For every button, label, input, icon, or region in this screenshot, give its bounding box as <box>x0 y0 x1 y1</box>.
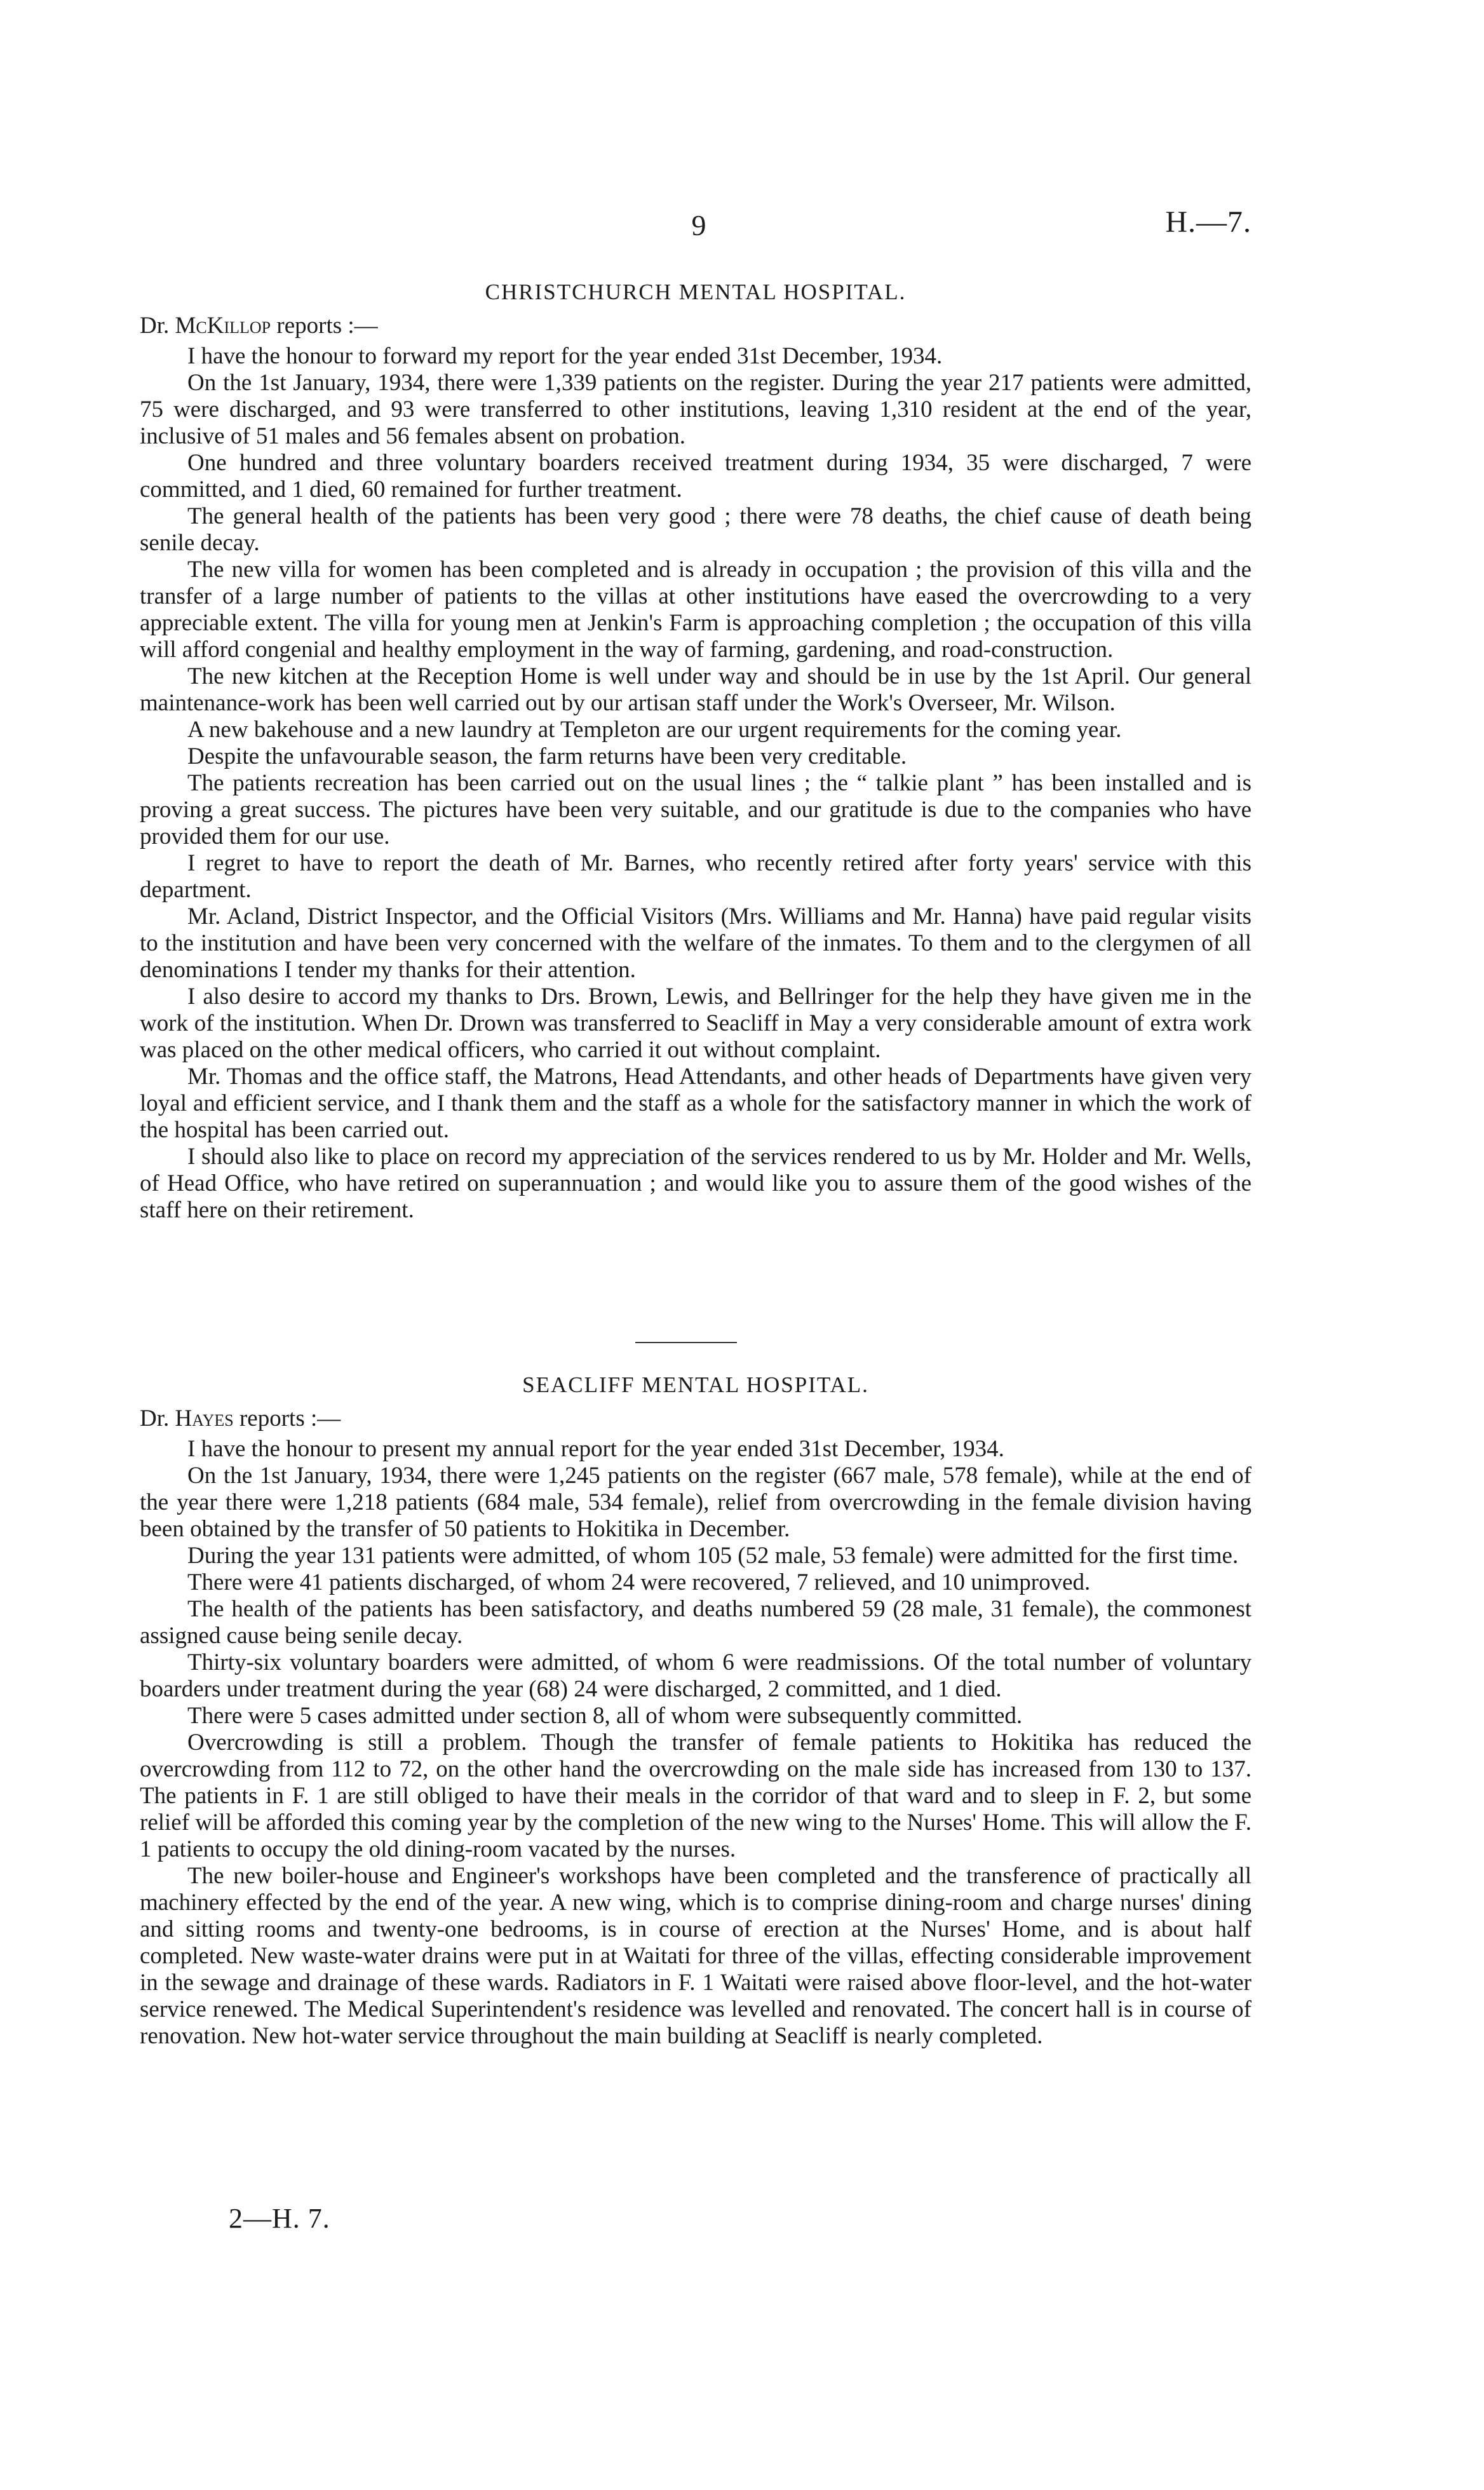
seacliff-paragraph: On the 1st January, 1934, there were 1,245 patients on the register (667 male, 578 female), while at the end of the year there were 1,218 patients (684 male, 534 female), relief from overcrowding in the female division having been obtained by the transfer of 50 patients to Hokitika in December. <box>140 1463 1251 1542</box>
christchurch-paragraph: The new villa for women has been completed and is already in occupation ; the provision of this villa and the transfer of a large number of patients to the villas at other institutions have eased the overcrowding to a very appreciable extent. The villa for young men at Jenkin's Farm is approaching completion ; the occupation of this villa will afford congenial and healthy employment in the way of farming, gardening, and road-construction. <box>140 557 1251 663</box>
reporter-suffix: reports :— <box>271 313 378 339</box>
seacliff-paragraph: I have the honour to present my annual report for the year ended 31st December, 1934. <box>187 1436 1004 1462</box>
seacliff-paragraph: There were 5 cases admitted under section 8, all of whom were subsequently committed. <box>187 1703 1023 1729</box>
christchurch-section <box>140 280 1251 1224</box>
seacliff-paragraph: There were 41 patients discharged, of whom 24 were recovered, 7 relieved, and 10 unimproved. <box>187 1569 1091 1595</box>
christchurch-paragraph: Mr. Thomas and the office staff, the Matrons, Head Attendants, and other heads of Departments have given very loyal and efficient service, and I thank them and the staff as a whole for the satisfactory manner in which the work of the hospital has been carried out. <box>140 1064 1251 1143</box>
seacliff-paragraph: The health of the patients has been satisfactory, and deaths numbered 59 (28 male, 31 female), the commonest assigned cause being senile decay. <box>140 1596 1251 1649</box>
document-reference: H.—7. <box>1165 205 1251 239</box>
christchurch-paragraph: Despite the unfavourable season, the farm returns have been very creditable. <box>187 743 907 769</box>
reporter-prefix: Dr. <box>140 313 175 339</box>
page-number: 9 <box>691 209 706 241</box>
christchurch-paragraph: On the 1st January, 1934, there were 1,339 patients on the register. During the year 217 patients were admitted, 75 were discharged, and 93 were transferred to other institutions, leaving 1,310 resident at the end of the year, inclusive of 51 males and 56 females absent on probation. <box>140 370 1251 449</box>
christchurch-paragraph: I regret to have to report the death of Mr. Barnes, who recently retired after forty years' service with this department. <box>140 850 1251 903</box>
reporter-name: McKillop <box>175 313 271 339</box>
seacliff-reporter <box>140 1405 1251 1432</box>
christchurch-reporter <box>140 313 1251 339</box>
seacliff-paragraph: Overcrowding is still a problem. Though the transfer of female patients to Hokitika has reduced the overcrowding from 112 to 72, on the other hand the overcrowding on the male side has increased from 130 to 137. The patients in F. 1 are still obliged to have their meals in the corridor of that ward and to sleep in F. 2, but some relief will be afforded this coming year by the completion of the new wing to the Nurses' Home. This will allow the F. 1 patients to occupy the old dining-room vacated by the nurses. <box>140 1729 1251 1862</box>
christchurch-paragraph: A new bakehouse and a new laundry at Templeton are our urgent requirements for the coming year. <box>187 717 1122 743</box>
seacliff-paragraph: During the year 131 patients were admitted, of whom 105 (52 male, 53 female) were admitted for the first time. <box>187 1543 1239 1569</box>
christchurch-paragraph: I have the honour to forward my report for the year ended 31st December, 1934. <box>187 343 943 369</box>
christchurch-paragraph: Mr. Acland, District Inspector, and the Official Visitors (Mrs. Williams and Mr. Hanna) have paid regular visits to the institution and have been very concerned with the welfare of the inmates. To them and to the clergymen of all denominations I tender my thanks for their attention. <box>140 903 1251 983</box>
seacliff-paragraph: Thirty-six voluntary boarders were admitted, of whom 6 were readmissions. Of the total number of voluntary boarders under treatment during the year (68) 24 were discharged, 2 committed, and 1 died. <box>140 1649 1251 1702</box>
christchurch-paragraph: I also desire to accord my thanks to Drs. Brown, Lewis, and Bellringer for the help they have given me in the work of the institution. When Dr. Drown was transferred to Seacliff in May a very considerable amount of extra work was placed on the other medical officers, who carried it out without complaint. <box>140 984 1251 1063</box>
reporter-prefix: Dr. <box>140 1405 175 1431</box>
christchurch-paragraph: I should also like to place on record my appreciation of the services rendered to us by Mr. Holder and Mr. Wells, of Head Office, who have retired on superannuation ; and would like you to assure them of the good wishes of the staff here on their retirement. <box>140 1144 1251 1223</box>
christchurch-paragraph: The general health of the patients has been very good ; there were 78 deaths, the chief cause of death being senile decay. <box>140 503 1251 556</box>
reporter-name: Hayes <box>175 1405 234 1431</box>
seacliff-heading: SEACLIFF MENTAL HOSPITAL. <box>522 1372 869 1397</box>
christchurch-heading: CHRISTCHURCH MENTAL HOSPITAL. <box>485 280 907 304</box>
seacliff-paragraph: The new boiler-house and Engineer's workshops have been completed and the transference of practically all machinery effected by the end of the year. A new wing, which is to comprise dining-room and charge nurses' dining and sitting rooms and twenty-one bedrooms, is in course of erection at the Nurses' Home, and is about half completed. New waste-water drains were put in at Waitati for three of the villas, effecting considerable improvement in the sewage and drainage of these wards. Radiators in F. 1 Waitati were raised above floor-level, and the hot-water service renewed. The Medical Superintendent's residence was levelled and renovated. The concert hall is in course of renovation. New hot-water service throughout the main building at Seacliff is nearly completed. <box>140 1863 1251 2049</box>
section-divider <box>635 1342 737 1343</box>
reporter-suffix: reports :— <box>233 1405 341 1431</box>
footer-signature-mark: 2—H. 7. <box>229 2203 330 2234</box>
christchurch-paragraph: One hundred and three voluntary boarders received treatment during 1934, 35 were discharged, 7 were committed, and 1 died, 60 remained for further treatment. <box>140 450 1251 503</box>
christchurch-paragraph: The patients recreation has been carried out on the usual lines ; the “ talkie plant ” has been installed and is proving a great success. The pictures have been very suitable, and our gratitude is due to the companies who have provided them for our use. <box>140 770 1251 849</box>
seacliff-section <box>140 1372 1251 2050</box>
christchurch-paragraph: The new kitchen at the Reception Home is well under way and should be in use by the 1st April. Our general maintenance-work has been well carried out by our artisan staff under the Work's Overseer, Mr. Wilson. <box>140 663 1251 716</box>
